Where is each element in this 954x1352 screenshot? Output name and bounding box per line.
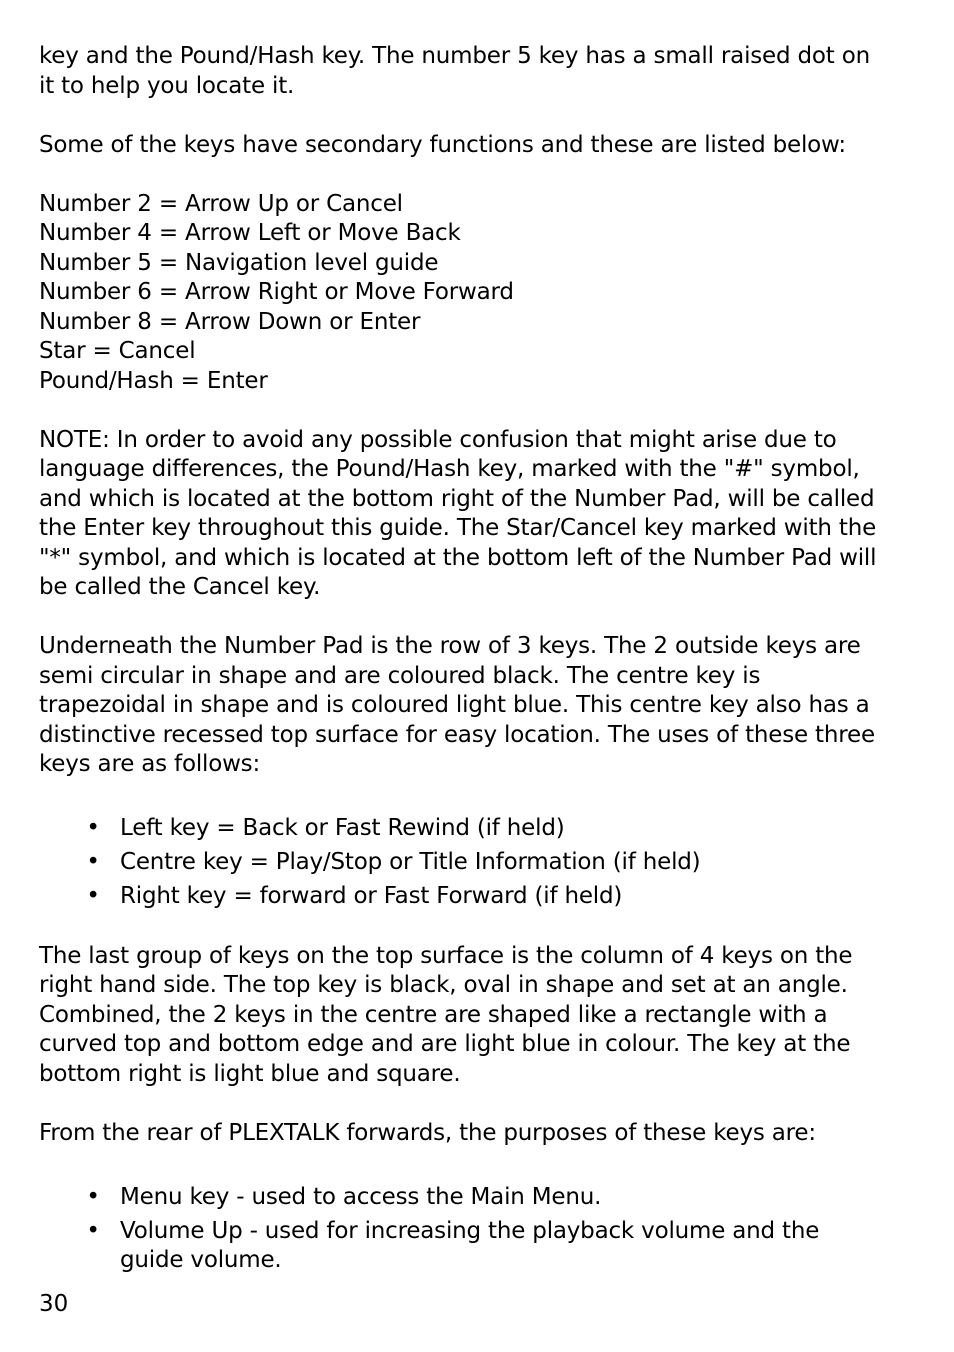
paragraph-line: keys are as follows: [39,751,261,777]
key-function-list [39,190,889,397]
column-keys-list [39,1183,889,1276]
list-item-text: guide volume. [120,1247,282,1273]
list-item-text: Left key = Back or Fast Rewind (if held) [120,815,565,841]
rear-forward-intro: From the rear of PLEXTALK forwards, the purposes of these keys are: [39,1119,816,1146]
note-line: and which is located at the bottom right of the Number Pad, will be called [39,485,875,512]
bullet-icon: • [86,883,100,909]
list-item [39,1217,889,1276]
key-function-line: Number 2 = Arrow Up or Cancel [39,190,403,217]
paragraph-line: Combined, the 2 keys in the centre are shaped like a rectangle with a [39,1001,828,1028]
intro-paragraph [39,42,889,101]
document-page [39,42,889,1276]
intro-line: it to help you locate it. [39,72,295,99]
bullet-icon: • [86,1183,100,1210]
key-function-line: Number 8 = Arrow Down or Enter [39,308,421,335]
note-line: language differences, the Pound/Hash key, marked with the "#" symbol, [39,456,860,482]
paragraph-line: right hand side. The top key is black, oval in shape and set at an angle. [39,972,848,998]
page-number: 30 [39,1291,69,1317]
list-item [39,848,889,878]
intro-line: key and the Pound/Hash key. The number 5 key has a small raised dot on [39,43,870,69]
number-pad-row-paragraph [39,632,889,780]
note-line: NOTE: In order to avoid any possible confusion that might arise due to [39,426,837,453]
key-function-line: Pound/Hash = Enter [39,367,268,394]
list-item [39,814,889,844]
key-function-line: Number 5 = Navigation level guide [39,249,439,276]
secondary-functions-intro: Some of the keys have secondary functions and these are listed below: [39,131,846,158]
paragraph-line: curved top and bottom edge and are light blue in colour. The key at the [39,1031,851,1057]
list-item-text: Centre key = Play/Stop or Title Information (if held) [120,849,701,875]
list-item-text: Volume Up - used for increasing the playback volume and the [120,1217,820,1244]
key-function-line: Number 4 = Arrow Left or Move Back [39,220,461,246]
bullet-icon: • [86,849,100,875]
note-paragraph [39,426,889,603]
key-column-paragraph [39,942,889,1090]
paragraph-line: trapezoidal in shape and is coloured light blue. This centre key also has a [39,692,870,718]
list-item-text: Right key = forward or Fast Forward (if held) [120,883,623,909]
note-line: the Enter key throughout this guide. The Star/Cancel key marked with the [39,515,877,541]
paragraph-line: The last group of keys on the top surface is the column of 4 keys on the [39,942,853,969]
note-line: "*" symbol, and which is located at the bottom left of the Number Pad will [39,544,877,571]
bullet-icon: • [86,815,100,841]
paragraph-line: bottom right is light blue and square. [39,1060,461,1087]
row-keys-list [39,814,889,912]
bullet-icon: • [86,1217,100,1244]
paragraph-line: Underneath the Number Pad is the row of 3 keys. The 2 outside keys are [39,633,861,659]
list-item-text: Menu key - used to access the Main Menu. [120,1183,602,1210]
paragraph-line: distinctive recessed top surface for easy location. The uses of these three [39,721,875,748]
list-item [39,1183,889,1213]
paragraph-line: semi circular in shape and are coloured black. The centre key is [39,662,761,689]
key-function-line: Number 6 = Arrow Right or Move Forward [39,279,514,305]
list-item [39,882,889,912]
note-line: be called the Cancel key. [39,574,321,600]
key-function-line: Star = Cancel [39,338,196,364]
